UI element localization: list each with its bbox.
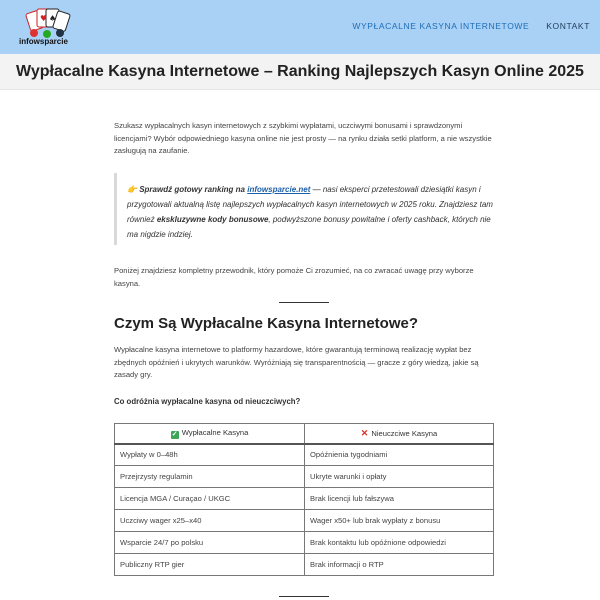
comparison-table bbox=[114, 423, 494, 576]
table-cell: Licencja MGA / Curaçao / UKGC bbox=[115, 488, 305, 510]
table-cell: Wsparcie 24/7 po polsku bbox=[115, 532, 305, 554]
table-row bbox=[115, 444, 494, 466]
pointing-hand-icon: 👉 bbox=[127, 185, 137, 194]
table-row bbox=[115, 510, 494, 532]
page-title: Wypłacalne Kasyna Internetowe – Ranking Najlepszych Kasyn Online 2025 bbox=[16, 63, 584, 80]
svg-text:♠: ♠ bbox=[49, 14, 57, 23]
table-cell: Publiczny RTP gier bbox=[115, 554, 305, 576]
check-icon: ✓ bbox=[171, 430, 178, 438]
logo-text[interactable]: infowsparcie bbox=[19, 37, 68, 46]
table-cell: Przejrzysty regulamin bbox=[115, 466, 305, 488]
table-cell: Brak informacji o RTP bbox=[305, 554, 494, 576]
svg-text:♥: ♥ bbox=[40, 14, 48, 23]
callout-text-1: — nasi eksperci przetestowali dziesiątki kasyn i przygotowali aktualną listę najlepszych wypłacalnych kasyn internetowych w 2025 roku. Znajdziesz tam również bbox=[127, 185, 493, 224]
nav-item-kontakt[interactable]: KONTAKT bbox=[546, 21, 590, 31]
header-nieuczciwe: ✕ Nieuczciwe Kasyna bbox=[305, 424, 494, 444]
nav-item-wyplacalne-kasyna[interactable]: WYPŁACALNE KASYNA INTERNETOWE bbox=[352, 21, 530, 31]
table-cell: Wypłaty w 0–48h bbox=[115, 444, 305, 466]
callout-text-2: , podwyższone bonusy powitalne i oferty cashback, których nie ma nigdzie indziej. bbox=[127, 215, 491, 239]
table-row bbox=[115, 488, 494, 510]
table-cell: Uczciwy wager x25–x40 bbox=[115, 510, 305, 532]
table-row bbox=[115, 466, 494, 488]
ranking-callout bbox=[114, 173, 494, 245]
callout-lead: Sprawdź gotowy ranking na bbox=[139, 185, 245, 194]
table-cell: Brak kontaktu lub opóźnione odpowiedzi bbox=[305, 532, 494, 554]
section-paragraph: Wypłacalne kasyna internetowe to platformy hazardowe, które gwarantują terminową realizację wypłat bez zbędnych opóźnień i ukrytych warunków. Wyróżniają się transparentnością — gracze z góry wiedzą, jakie są zasady gry. bbox=[114, 345, 479, 379]
header-wyplacalne: ✓ Wypłacalne Kasyna bbox=[115, 424, 305, 444]
cross-icon: ✕ bbox=[360, 427, 369, 438]
comparison-question: Co odróżnia wypłacalne kasyna od nieuczciwych? bbox=[114, 397, 301, 406]
section-divider bbox=[279, 302, 329, 303]
ranking-link[interactable]: infowsparcie.net bbox=[247, 185, 311, 194]
site-header bbox=[0, 0, 600, 54]
intro-paragraph: Szukasz wypłacalnych kasyn internetowych z szybkimi wypłatami, uczciwymi bonusami i sprawdzonymi licencjami? Wybór odpowiedniego kasyna online nie jest prosty — na rynku działa setki platform, a nie wszystkie zasługują na zaufanie. bbox=[114, 121, 492, 155]
table-header-row bbox=[115, 424, 494, 444]
table-cell: Brak licencji lub fałszywa bbox=[305, 488, 494, 510]
table-cell: Opóźnienia tygodniami bbox=[305, 444, 494, 466]
guide-paragraph: Poniżej znajdziesz kompletny przewodnik, który pomoże Ci zrozumieć, na co zwracać uwagę przy wyborze kasyna. bbox=[114, 266, 474, 288]
table-row bbox=[115, 532, 494, 554]
callout-bold: ekskluzywne kody bonusowe bbox=[156, 215, 269, 224]
main-nav bbox=[338, 21, 590, 31]
table-cell: Ukryte warunki i opłaty bbox=[305, 466, 494, 488]
section-divider bbox=[279, 596, 329, 597]
table-cell: Wager x50+ lub brak wypłaty z bonusu bbox=[305, 510, 494, 532]
section-heading: Czym Są Wypłacalne Kasyna Internetowe? bbox=[114, 315, 418, 332]
table-row bbox=[115, 554, 494, 576]
